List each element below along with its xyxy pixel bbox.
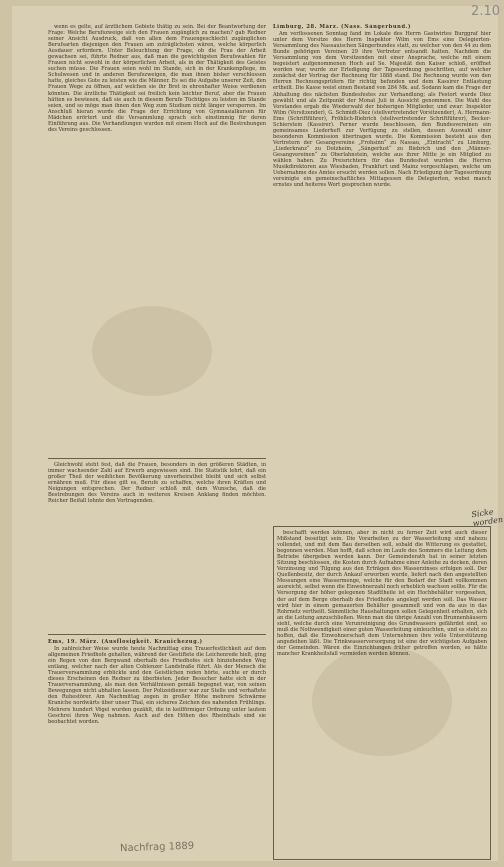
article-text: In zahlreicher Weise wurde heute Nachmittag eine Trauerfestlichkeit auf dem allgemeinen Friedhofe gehalten, während der Gestiftete die Leichenrede hielt, ging ein Regen von den Bergwand oberhalb des Friedhofes sich hinziehenden Weg entlang, welcher nach der alten Coblenzer Landstraße führt. Als der Mensch die Trauerversammlung erblickte und den Geistlichen reden hörte, suchte er durch dieses Erscheinen den Redner zu überbieten. Jeder Besucher hatte sich in der Trauerversammlung, als man den Verhältnissen gemäß begegnet war, von seinen Bewegungen nicht abhalten lassen. Der Polizeidiener war zur Stelle und verhaftete den Ruhestörer. Am Nachmittag zogen in großer Höhe mehrere Schwärme Kraniche nordwärts über unser Thal, ein sicheres Zeichen des nahenden Frühlings. Mehrere hundert Vögel wurden gezählt, die in keilförmiger Ordnung unter lautem Geschrei ihren Weg nahmen. Auch auf den Höhen des Rheinthals sind sie beobachtet worden. xyxy=(48,646,266,725)
article-headline: Ems, 19. März. (Ausflosigkeit. Kranichezug.) xyxy=(48,639,203,645)
newspaper-clipping-sheet xyxy=(12,6,498,861)
left-column-article-ems xyxy=(48,634,266,819)
right-column-article-limburg xyxy=(273,24,491,522)
left-column-article-1 xyxy=(48,24,266,458)
archive-corner-mark: 2.10 xyxy=(471,4,500,19)
pencil-annotation: Nachfrag 1889 xyxy=(119,840,195,855)
article-text: wenn es gelte, auf ärztlichem Gebiete thätig zu sein. Bei der Beantwortung der Frage: Welche Berufszweige sich den Frauen zugänglich zu machen? gab Redner seiner Ansicht Ausdruck, daß von allen dem Frauengeschlecht zugänglichen Berufsarten diejenigen den Frauen am zuträglichsten wären, welche körperlich Ausdauer erfordern. Unter Beleuchtung der Frage, ob die Frau der Arbeit gewachsen sei, führte Redner aus, daß man die gewichtigsten Berufswahlen für Frauen nicht sowohl in der körperlichen Arbeit, als in der Thätigkeit des Geistes suchen müsse. Die Frauen seien wohl im Stande, sich in der Krankenpflege, im Schulwesen und in anderen Berufszweigen, die man ihnen bisher verschlossen hatte, gleiches Gute zu leisten wie die Männer. Es sei die Aufgabe unserer Zeit, den Frauen Wege zu öffnen, auf welchen sie ihr Brot in ehrenhafter Weise verdienen könnten. Die ärztliche Thätigkeit sei freilich kein leichter Beruf, aber die Frauen hätten es bewiesen, daß sie auch in diesem Berufe Tüchtiges zu leisten im Stande seien, und so möge man ihnen den Weg zum Studium nicht länger versperren. Im Anschluß hieran wurde die Frage der Errichtung von Gymnasialkursen für Mädchen erörtert und die Versammlung sprach sich einstimmig für deren Einführung aus. Die Verhandlungen wurden mit einem Hoch auf die Bestrebungen des Vereins geschlossen. xyxy=(48,24,266,133)
left-column-article-2 xyxy=(48,462,266,626)
article-text: Gleichwohl steht fest, daß die Frauen, besonders in den größeren Städten, in immer wachsender Zahl auf Erwerb angewiesen sind. Die Statistik lehrt, daß ein großer Theil der weiblichen Bevölkerung unverheirathet bleibt und sich selbst ernähren muß. Für diese gilt es, Berufe zu schaffen, welche ihren Kräften und Neigungen entsprechen. Der Redner schloß mit dem Wunsche, daß die Bestrebungen des Vereins auch in weiteren Kreisen Anklang finden möchten. Reicher Beifall lohnte den Vortragenden. xyxy=(48,462,266,505)
article-text: Am verflossenen Sonntag fand im Lokale des Herrn Gastwirtes Burggraf hier unter dem Vorsitze des Herrn Inspektor Wilm von Ems eine Delegierten-Versammlung des Nassauischen Sängerbundes statt, zu welcher von den 44 zu dem Bunde gehörigen Vereinen 29 ihre Vertreter entsandt hatten. Nachdem die Versammlung von dem Vorsitzenden mit einer Ansprache, welche mit einem begeistert aufgenommenen Hoch auf Se. Majestät den Kaiser schloß, eröffnet worden war, wurde zur Erledigung der Tagesordnung geschritten, auf welcher zunächst der Vortrag der Rechnung für 1888 stand. Die Rechnung wurde von den Herren Rechnungsprüfern für richtig befunden und dem Kassirer Entlastung ertheilt. Die Kasse weist einen Bestand von 284 Mk. auf. Sodann kam die Frage der Abhaltung des nächsten Bundesfestes zur Verhandlung; als Festort wurde Diez gewählt und als Zeitpunkt der Monat Juli in Aussicht genommen. Die Wahl des Vorstandes ergab die Wiederwahl der bisherigen Mitglieder, und zwar: Inspektor Wilm (Vorsitzender), G. Schmidt-Diez (stellvertretender Vorsitzender), A. Hermann-Ems (Schriftführer), Fröhlich-Biebrich (stellvertretender Schriftführer), Becker-Schierstein (Kassirer). Ferner wurde beschlossen, den Bundesvereinen ein gemeinsames Liederheft zur Verfügung zu stellen, dessen Auswahl einer besonderen Kommission übertragen wurde. Die Kommission besteht aus den Vertretern der Gesangvereine „Frohsinn“ zu Nassau, „Eintracht“ zu Limburg, „Liederkranz“ zu Dotzheim, „Sängerlust“ zu Biebrich und den „Männer-Gesangvereinen“ zu Oberlahnstein, welche aus ihrer Mitte je ein Mitglied zu wählen haben. Zu Preisrichtern für das Bundesfest wurden die Herren Musikdirektoren aus Wiesbaden, Frankfurt und Mainz vorgeschlagen, welche um Uebernahme des Amtes ersucht werden sollen. Nach Erledigung der Tagesordnung vereinigte ein gemeinschaftliches Mittagessen die Delegierten, wobei manch ernstes und heiteres Wort gesprochen wurde. xyxy=(273,31,491,189)
article-headline: Limburg, 28. März. (Nass. Sängerbund.) xyxy=(273,24,411,30)
divider-line xyxy=(48,458,266,459)
article-text: beschafft werden können, aber in nicht zu ferner Zeit wird auch dieser Mißstand beseitigt sein. Die Vorarbeiten zu der Wasserleitung sind nahezu vollendet, und mit dem Bau derselben soll, sobald die Witterung es gestattet, begonnen werden. Man hofft, daß schon im Laufe des Sommers die Leitung dem Betriebe übergeben werden kann. Der Gemeinderath hat in seiner letzten Sitzung beschlossen, die Kosten durch Aufnahme einer Anleihe zu decken, deren Verzinsung und Tilgung aus den Erträgen des Wasserzinses erfolgen soll. Der Quellenbesitz, der durch Ankauf erworben wurde, liefert nach den angestellten Messungen eine Wassermenge, welche für den Bedarf der Stadt vollkommen ausreicht, selbst wenn die Einwohnerzahl noch erheblich wachsen sollte. Für die Versorgung der höher gelegenen Stadttheile ist ein Hochbehälter vorgesehen, der auf dem Berge oberhalb des Friedhofes angelegt werden soll. Das Wasser wird hier in einem gemauerten Behälter gesammelt und von da aus in das Rohrnetz vertheilt. Sämmtliche Haushaltungen sollen Gelegenheit erhalten, sich an die Leitung anzuschließen. Wenn man die übrige Anzahl von Brunnenhäusern sieht, welche durch eine Verunreinigung des Grundwassers gefährdet sind, so muß die Nothwendigkeit einer guten Wasserleitung einleuchten, und es steht zu hoffen, daß die Einwohnerschaft dem Unternehmen ihre volle Unterstützung angedeihen läßt. Die Trinkwasserversorgung ist eine der wichtigsten Aufgaben der Gemeinden. Wären die Einrichtungen früher getroffen worden, so hätte mancher Krankheitsfall vermieden werden können. xyxy=(277,530,487,657)
right-column-article-boxed xyxy=(273,526,491,860)
handwritten-margin-note: Sicke worden xyxy=(470,507,504,529)
